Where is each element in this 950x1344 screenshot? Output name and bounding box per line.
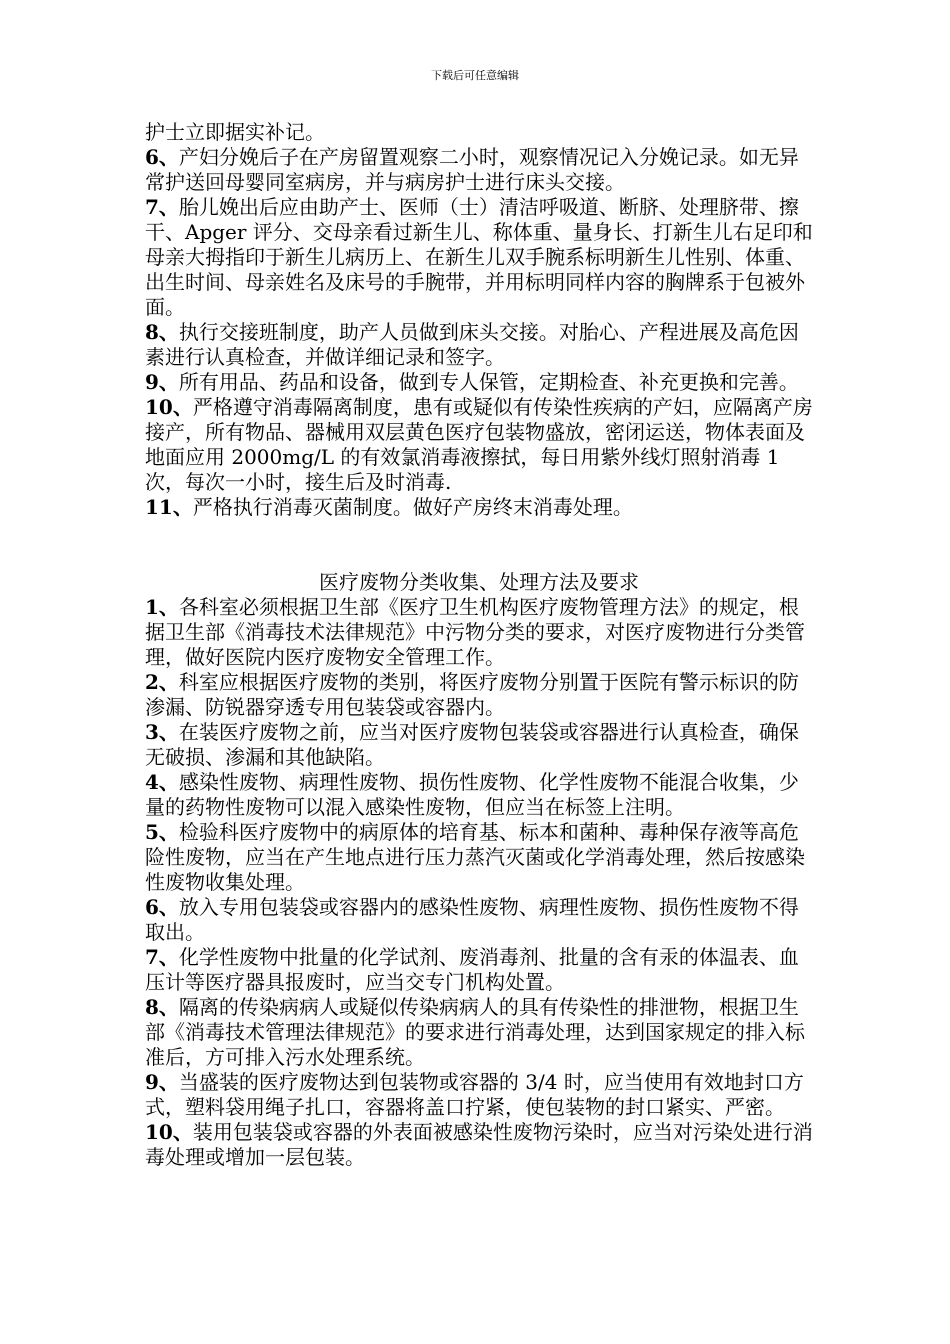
paragraph — [145, 370, 813, 395]
paragraph-text: 胎儿娩出后应由助产士、医师（士）清洁呼吸道、断脐、处理脐带、擦干、Apger 评分、交母亲看过新生儿、称体重、量身长、打新生儿右足印和母亲大拇指印于新生儿病历上、在新生儿双手腕系标明新生儿性别、体重、出生时间、母亲姓名及床号的手腕带，并用标明同样内容的胸牌系于包被外面。 — [145, 195, 813, 319]
paragraph — [145, 1070, 813, 1120]
paragraph — [145, 120, 813, 145]
paragraph — [145, 720, 813, 770]
paragraph-text: 检验科医疗废物中的病原体的培育基、标本和菌种、毒种保存液等高危险性废物，应当在产生地点进行压力蒸汽灭菌或化学消毒处理，然后按感染性废物收集处理。 — [145, 820, 805, 894]
item-number: 10、 — [145, 395, 193, 419]
item-number: 7、 — [145, 945, 179, 969]
item-number: 6、 — [145, 895, 179, 919]
item-number: 8、 — [145, 320, 179, 344]
paragraph-text: 执行交接班制度，助产人员做到床头交接。对胎心、产程进展及高危因素进行认真检查，并做详细记录和签字。 — [145, 320, 799, 369]
section-title: 医疗废物分类收集、处理方法及要求 — [319, 570, 639, 594]
paragraph — [145, 895, 813, 945]
item-number: 10、 — [145, 1120, 193, 1144]
paragraph-text: 所有用品、药品和设备，做到专人保管，定期检查、补充更换和完善。 — [178, 370, 799, 394]
item-number: 3、 — [145, 720, 179, 744]
paragraph-text: 各科室必须根据卫生部《医疗卫生机构医疗废物管理方法》的规定，根据卫生部《消毒技术法律规范》中污物分类的要求，对医疗废物进行分类管理，做好医院内医疗废物安全管理工作。 — [145, 595, 805, 669]
paragraph — [145, 670, 813, 720]
paragraph-text: 放入专用包装袋或容器内的感染性废物、病理性废物、损伤性废物不得取出。 — [145, 895, 799, 944]
item-number: 11、 — [145, 495, 193, 519]
paragraph — [145, 820, 813, 895]
item-number: 2、 — [145, 670, 179, 694]
paragraph-text: 装用包装袋或容器的外表面被感染性废物污染时，应当对污染处进行消毒处理或增加一层包装。 — [145, 1120, 813, 1169]
item-number: 5、 — [145, 820, 179, 844]
item-number: 7、 — [145, 195, 179, 219]
paragraph — [145, 595, 813, 670]
paragraph — [145, 145, 813, 195]
paragraph-text: 护士立即据实补记。 — [145, 120, 325, 144]
paragraph-text: 感染性废物、病理性废物、损伤性废物、化学性废物不能混合收集，少量的药物性废物可以混入感染性废物，但应当在标签上注明。 — [145, 770, 799, 819]
document-body — [145, 120, 813, 1170]
item-number: 4、 — [145, 770, 179, 794]
section-spacer — [145, 520, 813, 570]
item-number: 9、 — [145, 370, 179, 394]
section-medical-waste — [145, 570, 813, 1170]
item-number: 1、 — [145, 595, 179, 619]
paragraph — [145, 320, 813, 370]
item-number: 8、 — [145, 995, 179, 1019]
paragraph — [145, 770, 813, 820]
paragraph-text: 产妇分娩后子在产房留置观察二小时，观察情况记入分娩记录。如无异常护送回母婴同室病房，并与病房护士进行床头交接。 — [145, 145, 799, 194]
paragraph — [145, 1120, 813, 1170]
paragraph — [145, 995, 813, 1070]
paragraph — [145, 945, 813, 995]
paragraph — [145, 495, 813, 520]
paragraph-text: 严格遵守消毒隔离制度，患有或疑似有传染性疾病的产妇，应隔离产房接产，所有物品、器械用双层黄色医疗包装物盛放，密闭运送，物体表面及地面应用 2000mg/L 的有效氯消毒液擦拭，每日用紫外线灯照射消毒 1 次，每次一小时，接生后及时消毒. — [145, 395, 813, 494]
page-header: 下载后可任意编辑 — [431, 69, 519, 82]
item-number: 6、 — [145, 145, 179, 169]
paragraph-text: 严格执行消毒灭菌制度。做好产房终末消毒处理。 — [192, 495, 633, 519]
section-delivery-rules — [145, 120, 813, 520]
paragraph — [145, 395, 813, 495]
paragraph-text: 当盛装的医疗废物达到包装物或容器的 3/4 时，应当使用有效地封口方式，塑料袋用绳子扎口，容器将盖口拧紧，使包装物的封口紧实、严密。 — [145, 1070, 804, 1119]
paragraph-text: 在装医疗废物之前，应当对医疗废物包装袋或容器进行认真检查，确保无破损、渗漏和其他缺陷。 — [145, 720, 799, 769]
paragraph-text: 化学性废物中批量的化学试剂、废消毒剂、批量的含有汞的体温表、血压计等医疗器具报废时，应当交专门机构处置。 — [145, 945, 799, 994]
paragraph-text: 隔离的传染病病人或疑似传染病病人的具有传染性的排泄物，根据卫生部《消毒技术管理法律规范》的要求进行消毒处理，达到国家规定的排入标准后，方可排入污水处理系统。 — [145, 995, 805, 1069]
paragraph-text: 科室应根据医疗废物的类别，将医疗废物分别置于医院有警示标识的防渗漏、防锐器穿透专用包装袋或容器内。 — [145, 670, 799, 719]
paragraph — [145, 195, 813, 320]
item-number: 9、 — [145, 1070, 179, 1094]
